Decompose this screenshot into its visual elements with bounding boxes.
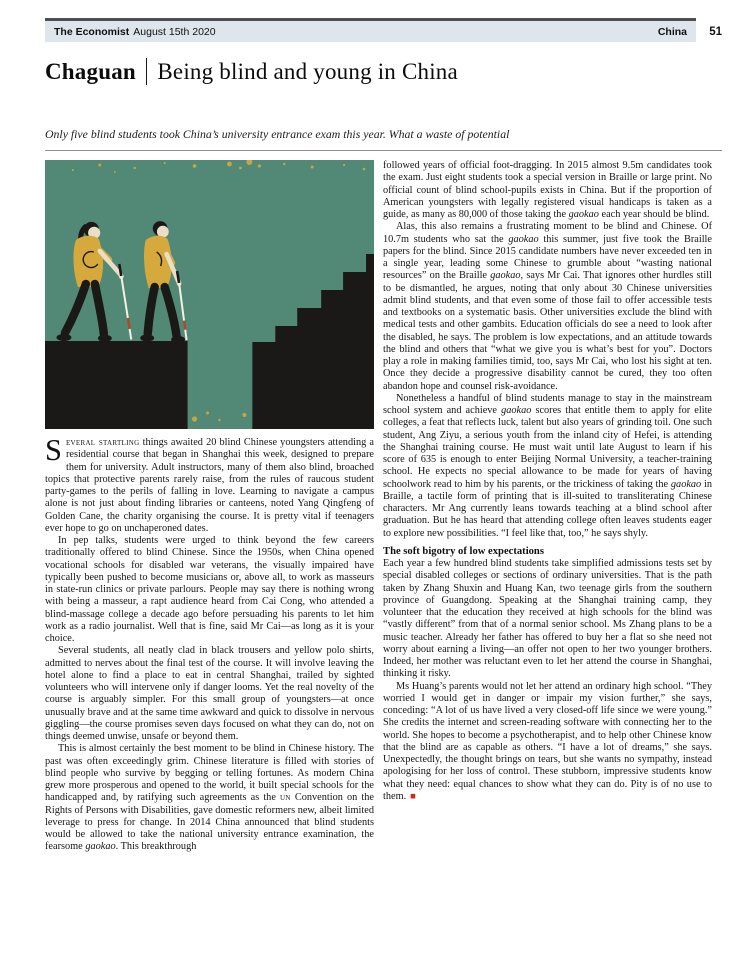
left-column — [45, 160, 374, 932]
crosshead: The soft bigotry of low expectations — [383, 545, 544, 557]
article-paragraph: Nonetheless a handful of blind students manage to stay in the mainstream school system and achieve gaokao scores that entitle them to apply for elite colleges, a feat that reflects luck, talent but also years of grinding toil. One such student, Ang Ziyu, a serious youth from the inland city of Hefei, is attending the Shanghai training course. He must wait until late August to learn if his score of 635 is enough to enter Beijing Normal University, a teacher-training school. He expects no special allowance to be made for years of having schoolwork read to him by his parents, or the trickiness of taking the gaokao in Braille, a tactile form of printing that is ill-suited to transliterating Chinese characters. Mr Ang currently leans towards teaching at a blind school after graduation. But he has heard that attending college often leaves students eager to explore new possibilities. “I feel like that, too,” he says shyly. — [383, 392, 713, 539]
publication-name: The Economist — [54, 25, 130, 38]
male-cane-band — [184, 321, 185, 330]
ledge-platform — [45, 341, 188, 429]
standfirst: Only five blind students took China’s university entrance exam this year. What a waste of potential — [45, 127, 722, 151]
end-mark: ■ — [410, 791, 416, 802]
article-paragraph: followed years of official foot-dragging. In 2015 almost 9.5m candidates took the exam. Just eight students took a special version in Braille or large print. No official count of blind school-pupils exists in China. But if the proportion of American youngsters with legally registered visual handicaps is taken as a guide, as many as 80,000 of those taking the gaokao each year should be blind. — [383, 160, 712, 220]
right-column — [383, 160, 712, 932]
page-header — [45, 18, 722, 42]
article-illustration — [45, 160, 374, 429]
article-paragraph — [383, 681, 712, 804]
opening-paragraph — [45, 433, 374, 535]
headline: Being blind and young in China — [157, 58, 458, 84]
drop-cap: S — [45, 433, 62, 467]
female-back-shoe — [98, 335, 112, 342]
paragraph-text: Ms Huang’s parents would not let her attend an ordinary high school. “They worried I would get in danger or impair my vision further,” she says, conceding: “A lot of us have lived a very closed-off life since we were young.” She credits the internet and screen-reading software with connecting her to the world. She hopes to become a psychotherapist, and to help other Chinese know that the blind are as capable as others. “I have a lot of dreams,” she says. Unexpectedly, the thought brings on tears, but she wants no sympathy, instead apologising for her loss of control. These stubborn, impressive students know what they need: equal chances to show what they can do. Pity is of no use to them. — [383, 680, 712, 802]
article-title — [45, 58, 722, 85]
header-bar — [45, 18, 696, 42]
opening-smallcaps: everal startling — [65, 437, 140, 448]
header-left — [54, 26, 216, 38]
article-paragraph: In pep talks, students were urged to think beyond the few careers traditionally offered to blind Chinese. Since the 1950s, when China opened vocational schools for disabled war veterans, the visually impaired have typically been pushed to become musicians or, above all, to work as masseurs in state-run clinics or private parlours. People may say there is nothing wrong with being a masseur, a rapt audience heard from Cai Cong, who attended a blind-massage college a decade ago before persuading his parents to let him work as a radio journalist. Well that is fine, said Mr Cai—as long as it is your choice. — [45, 535, 374, 644]
article-paragraph: Each year a few hundred blind students take simplified admissions tests set by special disabled colleges or sections of ordinary universities. That is the path taken by Zhang Shuxin and Huang Kan, two teenage girls from the southern province of Guangdong. Speaking at the Shanghai training camp, they volunteer that the education they received at high schools for the blind was “vastly different” from that of a normal senior school. Ms Zhang plans to be a music teacher. Already her father has offered to buy her a flat so she need not worry about earning a living—an offer not open to her two younger brothers. Indeed, her mother was reluctant even to let her attend the course in Shanghai, thinking it risky. — [383, 558, 712, 680]
male-front-shoe — [140, 334, 154, 341]
title-separator-bar — [146, 58, 148, 85]
female-front-shoe — [56, 334, 71, 341]
article-paragraph: This is almost certainly the best moment to be blind in Chinese history. The past was often exceedingly grim. Chinese literature is filled with stories of blind people who survive by begging or telling fortunes. As modern China grew more prosperous and opened to the world, it built special schools for the handicapped and, by ratifying such agreements as the un Convention on the Rights of Persons with Disabilities, gave domestic reformers new, albeit limited leverage to press for change. In 2014 China announced that blind students would be allowed to take the national university entrance examination, the fearsome gaokao. This breakthrough — [45, 743, 374, 853]
column-name: Chaguan — [45, 58, 136, 84]
issue-date: August 15th 2020 — [133, 25, 216, 38]
female-cane-band — [128, 318, 130, 329]
article-body — [45, 160, 722, 932]
page-number: 51 — [709, 25, 722, 38]
article-paragraph: Alas, this also remains a frustrating moment to be blind and Chinese. Of 10.7m students who sat the gaokao this summer, just five took the Braille papers for the blind. Since 2015 candidate numbers have never exceeded ten in a single year, leading some Chinese to grumble about “wasting national resources” on the Braille gaokao, says Mr Cai. That ignores other hurdles still to be dismantled, he argues, noting that only about 30 Chinese universities admit blind students, and that even some of those fail to offer accessible tests and textbooks on a systematic basis. Other universities exclude the blind with medical tests and other gambits. Education officials do see a need to look after the disabled, he says. The problem is low expectations, and an attitude towards the blind and others that “what we give you is what’s best for you”. Doctors play a role in making families timid, too, says Mr Cai, who lost his sight at ten. Once they decide a progressive disability cannot be cured, they too often abandon hope and counsel risk-avoidance. — [383, 221, 712, 392]
male-back-shoe — [171, 336, 185, 343]
opening-text: things awaited 20 blind Chinese youngsters attending a residential course that began in Shanghai this week, designed to prepare them for university. Adult instructors, many of them also blind, broached topics that protective parents rarely raise, from the rules of raucous student party-games to the perils of falling in love. Learning to navigate a campus alone is not just about finding libraries or canteens, noted Yang Qingfeng of Golden Cane, the charity organising the course. It is pretty vital if teenagers ever hope to go on unchaperoned dates. — [45, 437, 374, 534]
article-paragraph: Several students, all neatly clad in black trousers and yellow polo shirts, admitted to nerves about the final test of the course. It will involve leaving the hotel alone to find a place to eat in central Shanghai, trailed by sighted volunteers who will intervene only if danger looms. Yet the real novelty of the course is arguably simpler. For this small group of youngsters—at once unusually brave and at the same time awkward and quick to dissolve in nervous giggling—the course promises seven days focused on what they can do, not on things deemed unwise, unsafe or beyond them. — [45, 645, 374, 742]
female-shirt — [73, 236, 103, 287]
section-label: China — [657, 25, 687, 38]
